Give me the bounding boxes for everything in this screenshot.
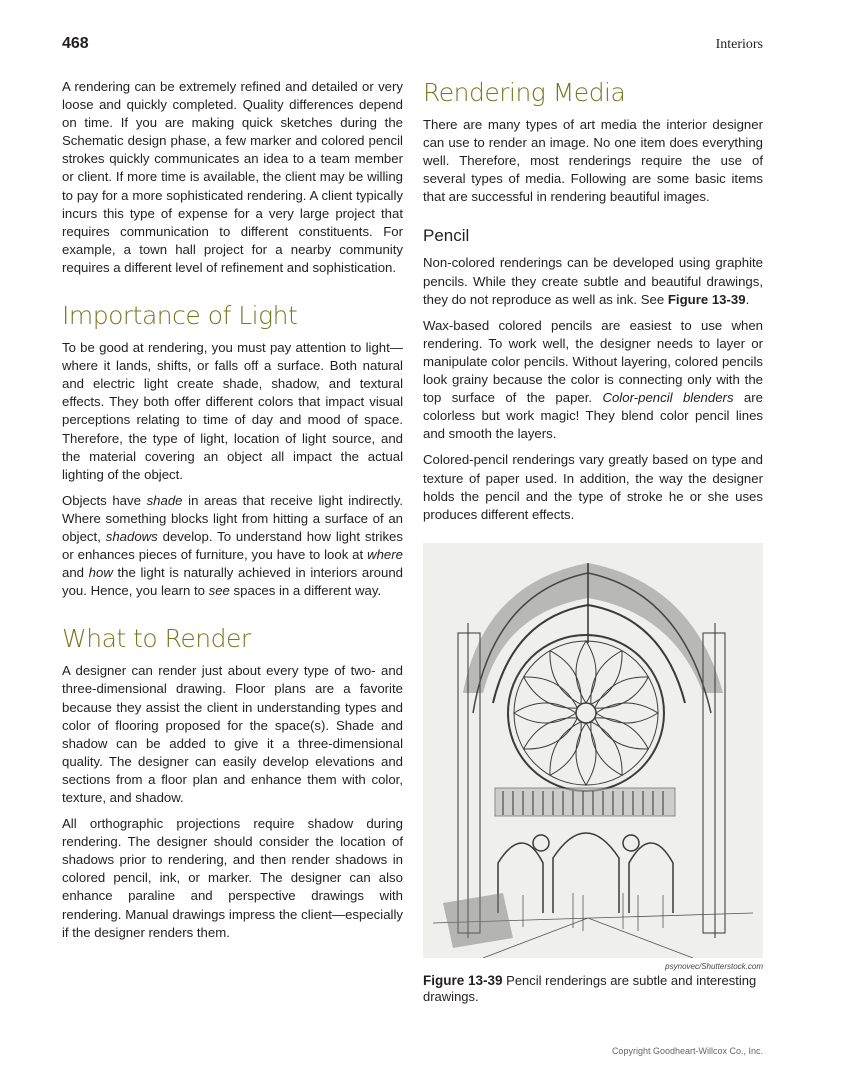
- figure-label: Figure 13-39: [423, 973, 503, 988]
- heading-importance-of-light: Importance of Light: [62, 301, 298, 331]
- image-credit: psynovec/Shutterstock.com: [665, 962, 763, 971]
- subheading-pencil: Pencil: [423, 226, 470, 246]
- page-number: 468: [62, 35, 89, 52]
- heading-what-to-render: What to Render: [62, 624, 251, 654]
- light-paragraph-1: To be good at rendering, you must pay attention to light—where it lands, shifts, or falls off a surface. Both natural and electric light create shade, shadow, and textural effects. They both offer different colors that impact visual perceptions relating to time of day and mood of space. Therefore, the type of light, location of light source, and the material covering an object all impact the actual lighting of the object.: [62, 340, 403, 482]
- cathedral-sketch-image: [423, 543, 763, 958]
- pencil-paragraph-3: Colored-pencil renderings vary greatly based on type and texture of paper used. In addition, the way the designer holds the pencil and the type of stroke he or she uses produces different effects.: [423, 452, 763, 522]
- light-paragraph-2: Objects have shade in areas that receive light indirectly. Where something blocks light from hitting a surface of an object, shadows develop. To understand how light strikes or enhances pieces of furniture, you have to look at where and how the light is naturally achieved in interiors around you. Hence, you learn to see spaces in a different way.: [62, 492, 403, 599]
- render-paragraph-1: A designer can render just about every type of two- and three-dimensional drawing. Floor plans are a favorite because they assist the client in understanding types and color of flooring proposed for the space(s). Shade and shadow can be added to give it a three-dimensional quality. The designer can easily develop elevations and sections from a floor plan and enhance them with color, texture, and shadow.: [62, 663, 403, 805]
- pencil-paragraph-2: Wax-based colored pencils are easiest to use when rendering. To work well, the designer needs to layer or manipulate color pencils. Without layering, colored pencils look grainy because the color is connecting only with the top surface of the paper. Color-pencil blenders are colorless but work magic! They blend color pencil lines and smooth the layers.: [423, 317, 763, 442]
- figure-caption: Figure 13-39 Pencil renderings are subtle and interesting drawings.: [423, 973, 757, 1004]
- copyright-footer: Copyright Goodheart-Willcox Co., Inc.: [611, 1046, 763, 1056]
- render-paragraph-2: All orthographic projections require shadow during rendering. The designer should consider the location of shadows prior to rendering, and then render shadows in colored pencil, ink, or marker. The designer can also enhance paraline and perspective drawings with rendering. Manual drawings impress the client—especially if the designer renders them.: [62, 816, 403, 940]
- cathedral-sketch-figure: [423, 543, 763, 958]
- figure-reference: Figure 13-39: [667, 291, 746, 307]
- media-paragraph-1: There are many types of art media the interior designer can use to render an image. No one item does everything well. Therefore, most renderings require the use of several types of media. Following are some basic items that are successful in rendering beautiful images.: [423, 117, 763, 205]
- running-head: Interiors: [715, 37, 763, 52]
- heading-rendering-media: Rendering Media: [423, 78, 626, 107]
- pencil-paragraph-1: Non-colored renderings can be developed using graphite pencils. While they create subtle and beautiful drawings, they do not reproduce as well as ink. See Figure 13-39.: [423, 255, 763, 307]
- intro-paragraph: A rendering can be extremely refined and detailed or very loose and quickly completed. Quality differences depend on time. If you are making quick sketches during the Schematic design phase, a few marker and colored pencil strokes quickly communicates an idea to a team member or client. If more time is available, the client may be willing to pay for a more sophisticated rendering. A client typically incurs this type of expense for a very large project that requires communication to different constituents. For example, a town hall project for a nearby community requires a different level of refinement and sophistication.: [62, 79, 403, 275]
- left-column: [62, 78, 403, 950]
- right-column: [423, 78, 763, 532]
